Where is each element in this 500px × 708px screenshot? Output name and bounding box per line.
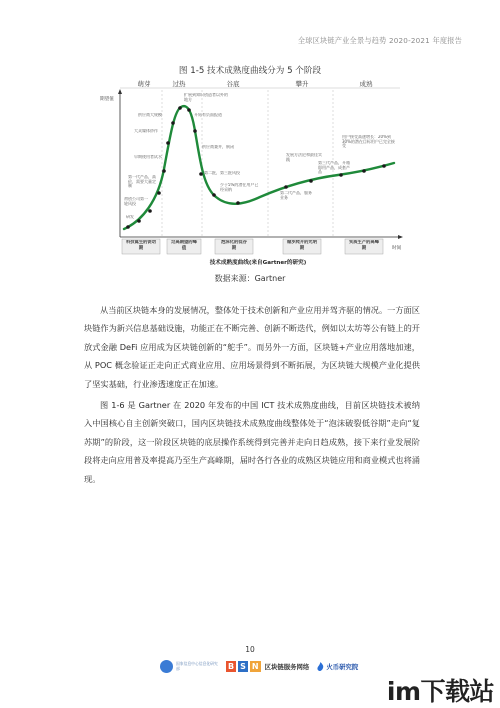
curve-marker bbox=[187, 108, 191, 112]
hype-curve bbox=[124, 106, 394, 229]
hype-cycle-diagram bbox=[98, 79, 408, 269]
curve-marker bbox=[148, 209, 152, 213]
flame-icon bbox=[317, 662, 324, 671]
body-paragraph: 从当前区块链本身的发展情况，整体处于技术创新和产业应用并驾齐驱的情况。一方面区块链作为新兴信息基础设施，功能正在不断完善、创新不断迭代，例如以太坊等公有链上的开放式金融 DeFi 应用成为区块链创新的“舵手”。而另外一方面，区块链+产业应用落地加速，从 POC 概念验证正走向正式商业应用、应用场景得到不断拓展，为区块链大规模产业化提供了坚实基础，行业渗透速度正在加速。 bbox=[84, 305, 420, 389]
annotation-label: 早期使用者试水 bbox=[134, 155, 162, 159]
body-text bbox=[84, 301, 420, 491]
annotation-label: 少于5%的潜在用户已经采纳 bbox=[220, 183, 259, 192]
annotation-label: 开始有负面报道 bbox=[194, 113, 222, 117]
hype-cycle-figure bbox=[98, 79, 408, 269]
huobi-logo-text: 火币研究院 bbox=[326, 662, 359, 671]
x-axis-label: 时间 bbox=[392, 246, 402, 251]
curve-marker bbox=[126, 225, 130, 229]
sic-logo-text: 国家信息中心信息化研究部 bbox=[176, 661, 218, 671]
curve-marker bbox=[284, 185, 288, 189]
phase-label: 攀升 bbox=[295, 80, 309, 88]
sic-logo bbox=[160, 660, 218, 673]
annotation-label: 供应商兼并，倒闭 bbox=[202, 145, 234, 149]
footer-logos bbox=[160, 657, 360, 675]
curve-marker bbox=[162, 169, 166, 173]
phase-box-label: 稳步爬升的光明期 bbox=[286, 240, 318, 251]
phase-box-label: 过高期望的峰值 bbox=[171, 240, 197, 251]
annotation-label: 用户接受高速增长：20%到30%的潜在目标用户已完全接受 bbox=[342, 135, 395, 149]
phase-boxes bbox=[122, 239, 383, 254]
figure-caption: 图 1-5 技术成熟度曲线分为 5 个阶段 bbox=[178, 66, 322, 76]
curve-marker bbox=[212, 193, 216, 197]
curve-marker bbox=[382, 164, 386, 168]
sic-logo-icon bbox=[160, 660, 173, 673]
site-watermark: im下载站 bbox=[386, 677, 494, 706]
phase-box-label: 实质生产的高峰期 bbox=[348, 240, 380, 251]
curve-marker bbox=[193, 129, 197, 133]
annotation-label: 第三代产品，开箱即用产品，成套产品 bbox=[318, 161, 350, 175]
phase-box-label: 科技诞生的促动期 bbox=[125, 240, 157, 251]
curve-marker bbox=[362, 169, 366, 173]
bsn-letter: N bbox=[251, 661, 259, 671]
curve-marker bbox=[199, 172, 203, 176]
phase-label: 过热 bbox=[172, 80, 186, 88]
phase-label: 萌芽 bbox=[137, 80, 151, 88]
bsn-letter: B bbox=[228, 661, 235, 671]
page-number: 10 bbox=[245, 645, 255, 654]
phase-box-label: 泡沫化的低谷期 bbox=[221, 240, 247, 251]
figure-source: 数据来源：Gartner bbox=[214, 274, 286, 283]
annotation-label: 大众媒体炒作 bbox=[134, 129, 158, 133]
x-axis-arrow bbox=[398, 235, 403, 239]
annotation-label: 发展方法论和最佳实践 bbox=[286, 153, 322, 162]
annotation-label: 第二代产品，服务业务 bbox=[280, 191, 312, 200]
y-axis-label: 期望值 bbox=[100, 97, 114, 102]
annotation-label: 供应商大规模 bbox=[138, 113, 162, 117]
diagram-bottom-title: 技术成熟度曲线(来自Gartner的研究) bbox=[209, 260, 307, 266]
annotation-label: 扩展到知识创造者以外的地方 bbox=[184, 93, 228, 102]
page-header-title: 全球区块链产业全景与趋势 2020-2021 年度报告 bbox=[297, 36, 462, 45]
curve-marker bbox=[166, 141, 170, 145]
huobi-logo bbox=[317, 662, 358, 671]
curve-marker bbox=[178, 106, 182, 110]
y-axis-arrow bbox=[118, 89, 122, 94]
body-paragraph: 图 1-6 是 Gartner 在 2020 年发布的中国 ICT 技术成熟度曲线，目前区块链技术被纳入中国核心自主创新突破口，国内区块链技术成熟度曲线整体处于“泡沫破裂低谷期”走向“复苏期”的阶段，这一阶段区块链的底层操作系统得到完善并走向日趋成熟，接下来行业发展阶段将走向应用普及率提高乃至生产高峰期，届时各行各业的成熟区块链应用和商业模式也将涌现。 bbox=[84, 400, 420, 484]
curve-marker bbox=[157, 191, 161, 195]
annotation-label: 第一代产品，高价，需要大量定制 bbox=[128, 175, 156, 189]
curve-marker bbox=[171, 121, 175, 125]
annotation-label: 初创公司第一轮风投 bbox=[124, 197, 148, 206]
phase-label: 成熟 bbox=[359, 80, 373, 88]
bsn-letter: S bbox=[240, 661, 246, 671]
phase-label: 谷底 bbox=[226, 80, 240, 88]
bsn-logo-text: 区块链服务网络 bbox=[264, 662, 310, 671]
bsn-logo bbox=[226, 661, 309, 672]
curve-marker bbox=[236, 201, 240, 205]
annotation-label: 研发 bbox=[126, 215, 134, 219]
annotation-label: 第二批，第三批风投 bbox=[204, 171, 240, 175]
curve-marker bbox=[309, 179, 313, 183]
